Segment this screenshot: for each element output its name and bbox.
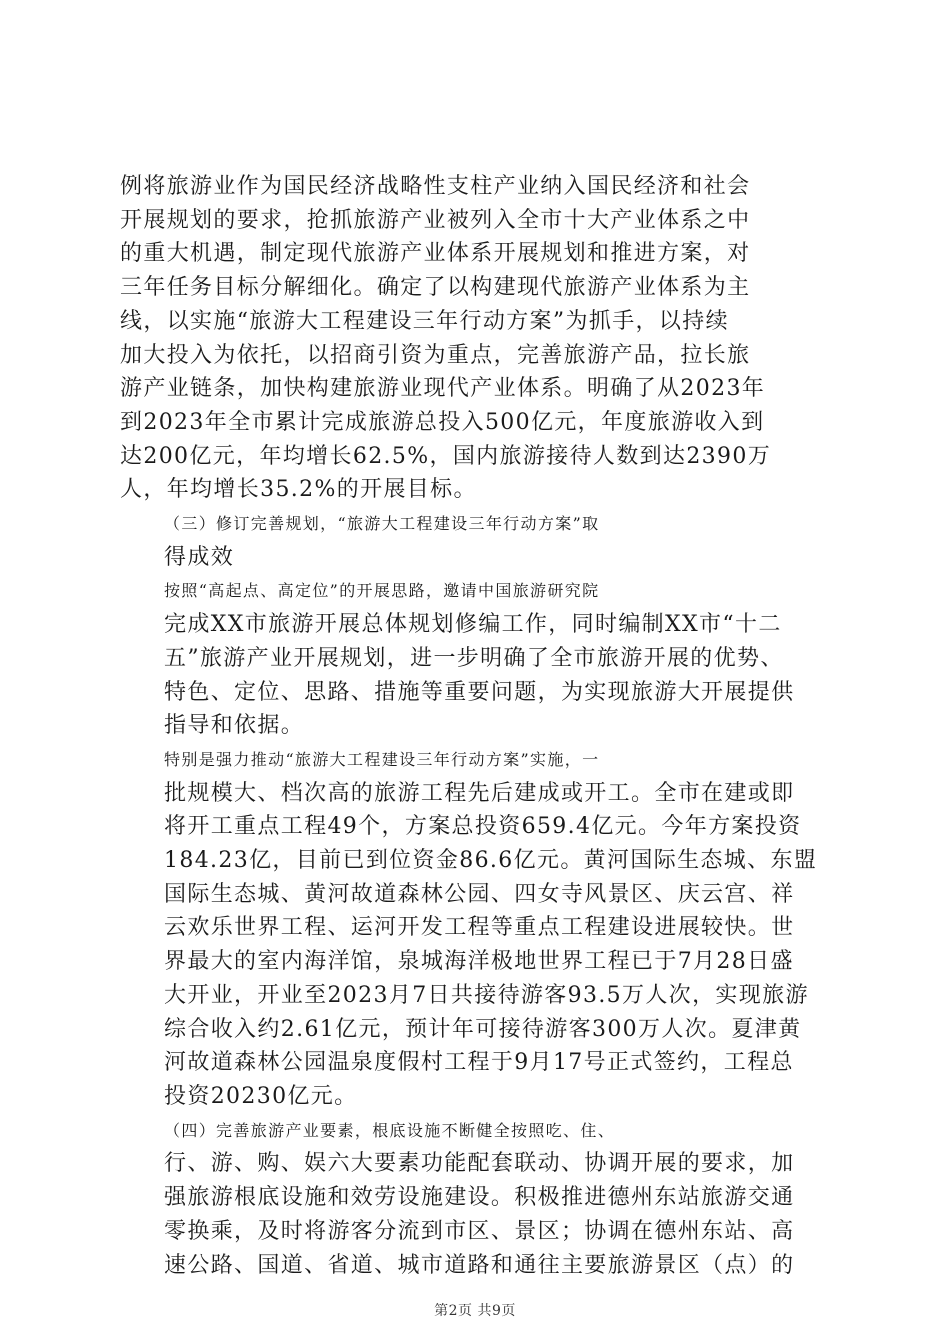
text-line: 三年任务目标分解细化。确定了以构建现代旅游产业体系为主 <box>120 275 751 301</box>
paragraph <box>120 743 836 1114</box>
text-line: 河故道森林公园温泉度假村工程于9月17号正式签约，工程总 <box>164 1050 794 1076</box>
text-line: 速公路、国道、省道、城市道路和通往主要旅游景区（点）的 <box>164 1252 795 1278</box>
page-footer: 第2页 共9页 <box>434 1303 516 1319</box>
document-body <box>120 170 836 1282</box>
text-line: 加大投入为依托，以招商引资为重点，完善旅游产品，拉长旅 <box>120 342 751 368</box>
paragraph <box>120 507 836 574</box>
paragraph <box>120 574 836 743</box>
text-line: 游产业链条，加快构建旅游业现代产业体系。明确了从2023年 <box>120 376 766 402</box>
text-line: 云欢乐世界工程、运河开发工程等重点工程建设进展较快。世 <box>164 915 795 941</box>
text-line: 综合收入约2.61亿元，预计年可接待游客300万人次。夏津黄 <box>164 1016 802 1042</box>
text-line: 的重大机遇，制定现代旅游产业体系开展规划和推进方案，对 <box>120 241 751 267</box>
text-line: 184.23亿，目前已到位资金86.6亿元。黄河国际生态城、东盟 <box>164 848 818 874</box>
paragraph <box>120 170 836 507</box>
text-line: 特色、定位、思路、措施等重要问题，为实现旅游大开展提供 <box>164 679 795 705</box>
text-line: 特别是强力推动“旅游大工程建设三年行动方案”实施，一 <box>164 749 600 769</box>
text-line: 行、游、购、娱六大要素功能配套联动、协调开展的要求，加 <box>164 1151 795 1177</box>
text-line: 指导和依据。 <box>164 713 305 739</box>
text-line: 到2023年全市累计完成旅游总投入500亿元，年度旅游收入到 <box>120 409 765 435</box>
text-line: （四）完善旅游产业要素，根底设施不断健全按照吃、住、 <box>164 1120 616 1140</box>
text-line: 界最大的室内海洋馆，泉城海洋极地世界工程已于7月28日盛 <box>164 949 794 975</box>
text-line: 大开业，开业至2023月7日共接待游客93.5万人次，实现旅游 <box>164 982 809 1008</box>
text-line: 线，以实施“旅游大工程建设三年行动方案”为抓手，以持续 <box>120 308 729 334</box>
paragraph <box>120 1114 836 1283</box>
text-line: 强旅游根底设施和效劳设施建设。积极推进德州东站旅游交通 <box>164 1185 795 1211</box>
text-line: 国际生态城、黄河故道森林公园、四女寺风景区、庆云宫、祥 <box>164 881 795 907</box>
text-line: 人，年均增长35.2%的开展目标。 <box>120 477 477 503</box>
text-line: 按照“高起点、高定位”的开展思路，邀请中国旅游研究院 <box>164 581 600 601</box>
text-line: 例将旅游业作为国民经济战略性支柱产业纳入国民经济和社会 <box>120 174 751 199</box>
text-line: 得成效 <box>164 544 235 570</box>
text-line: 零换乘，及时将游客分流到市区、景区；协调在德州东站、高 <box>164 1218 795 1244</box>
text-line: 达200亿元，年均增长62.5%，国内旅游接待人数到达2390万 <box>120 443 772 469</box>
text-line: 将开工重点工程49个，方案总投资659.4亿元。今年方案投资 <box>164 814 802 840</box>
text-line: 开展规划的要求，抢抓旅游产业被列入全市十大产业体系之中 <box>120 207 751 233</box>
text-line: 五”旅游产业开展规划，进一步明确了全市旅游开展的优势、 <box>164 645 784 671</box>
text-line: 完成XX市旅游开展总体规划修编工作，同时编制XX市“十二 <box>164 612 782 638</box>
text-line: （三）修订完善规划，“旅游大工程建设三年行动方案”取 <box>164 514 600 534</box>
text-line: 批规模大、档次高的旅游工程先后建成或开工。全市在建或即 <box>164 780 795 806</box>
text-line: 投资20230亿元。 <box>164 1083 358 1109</box>
